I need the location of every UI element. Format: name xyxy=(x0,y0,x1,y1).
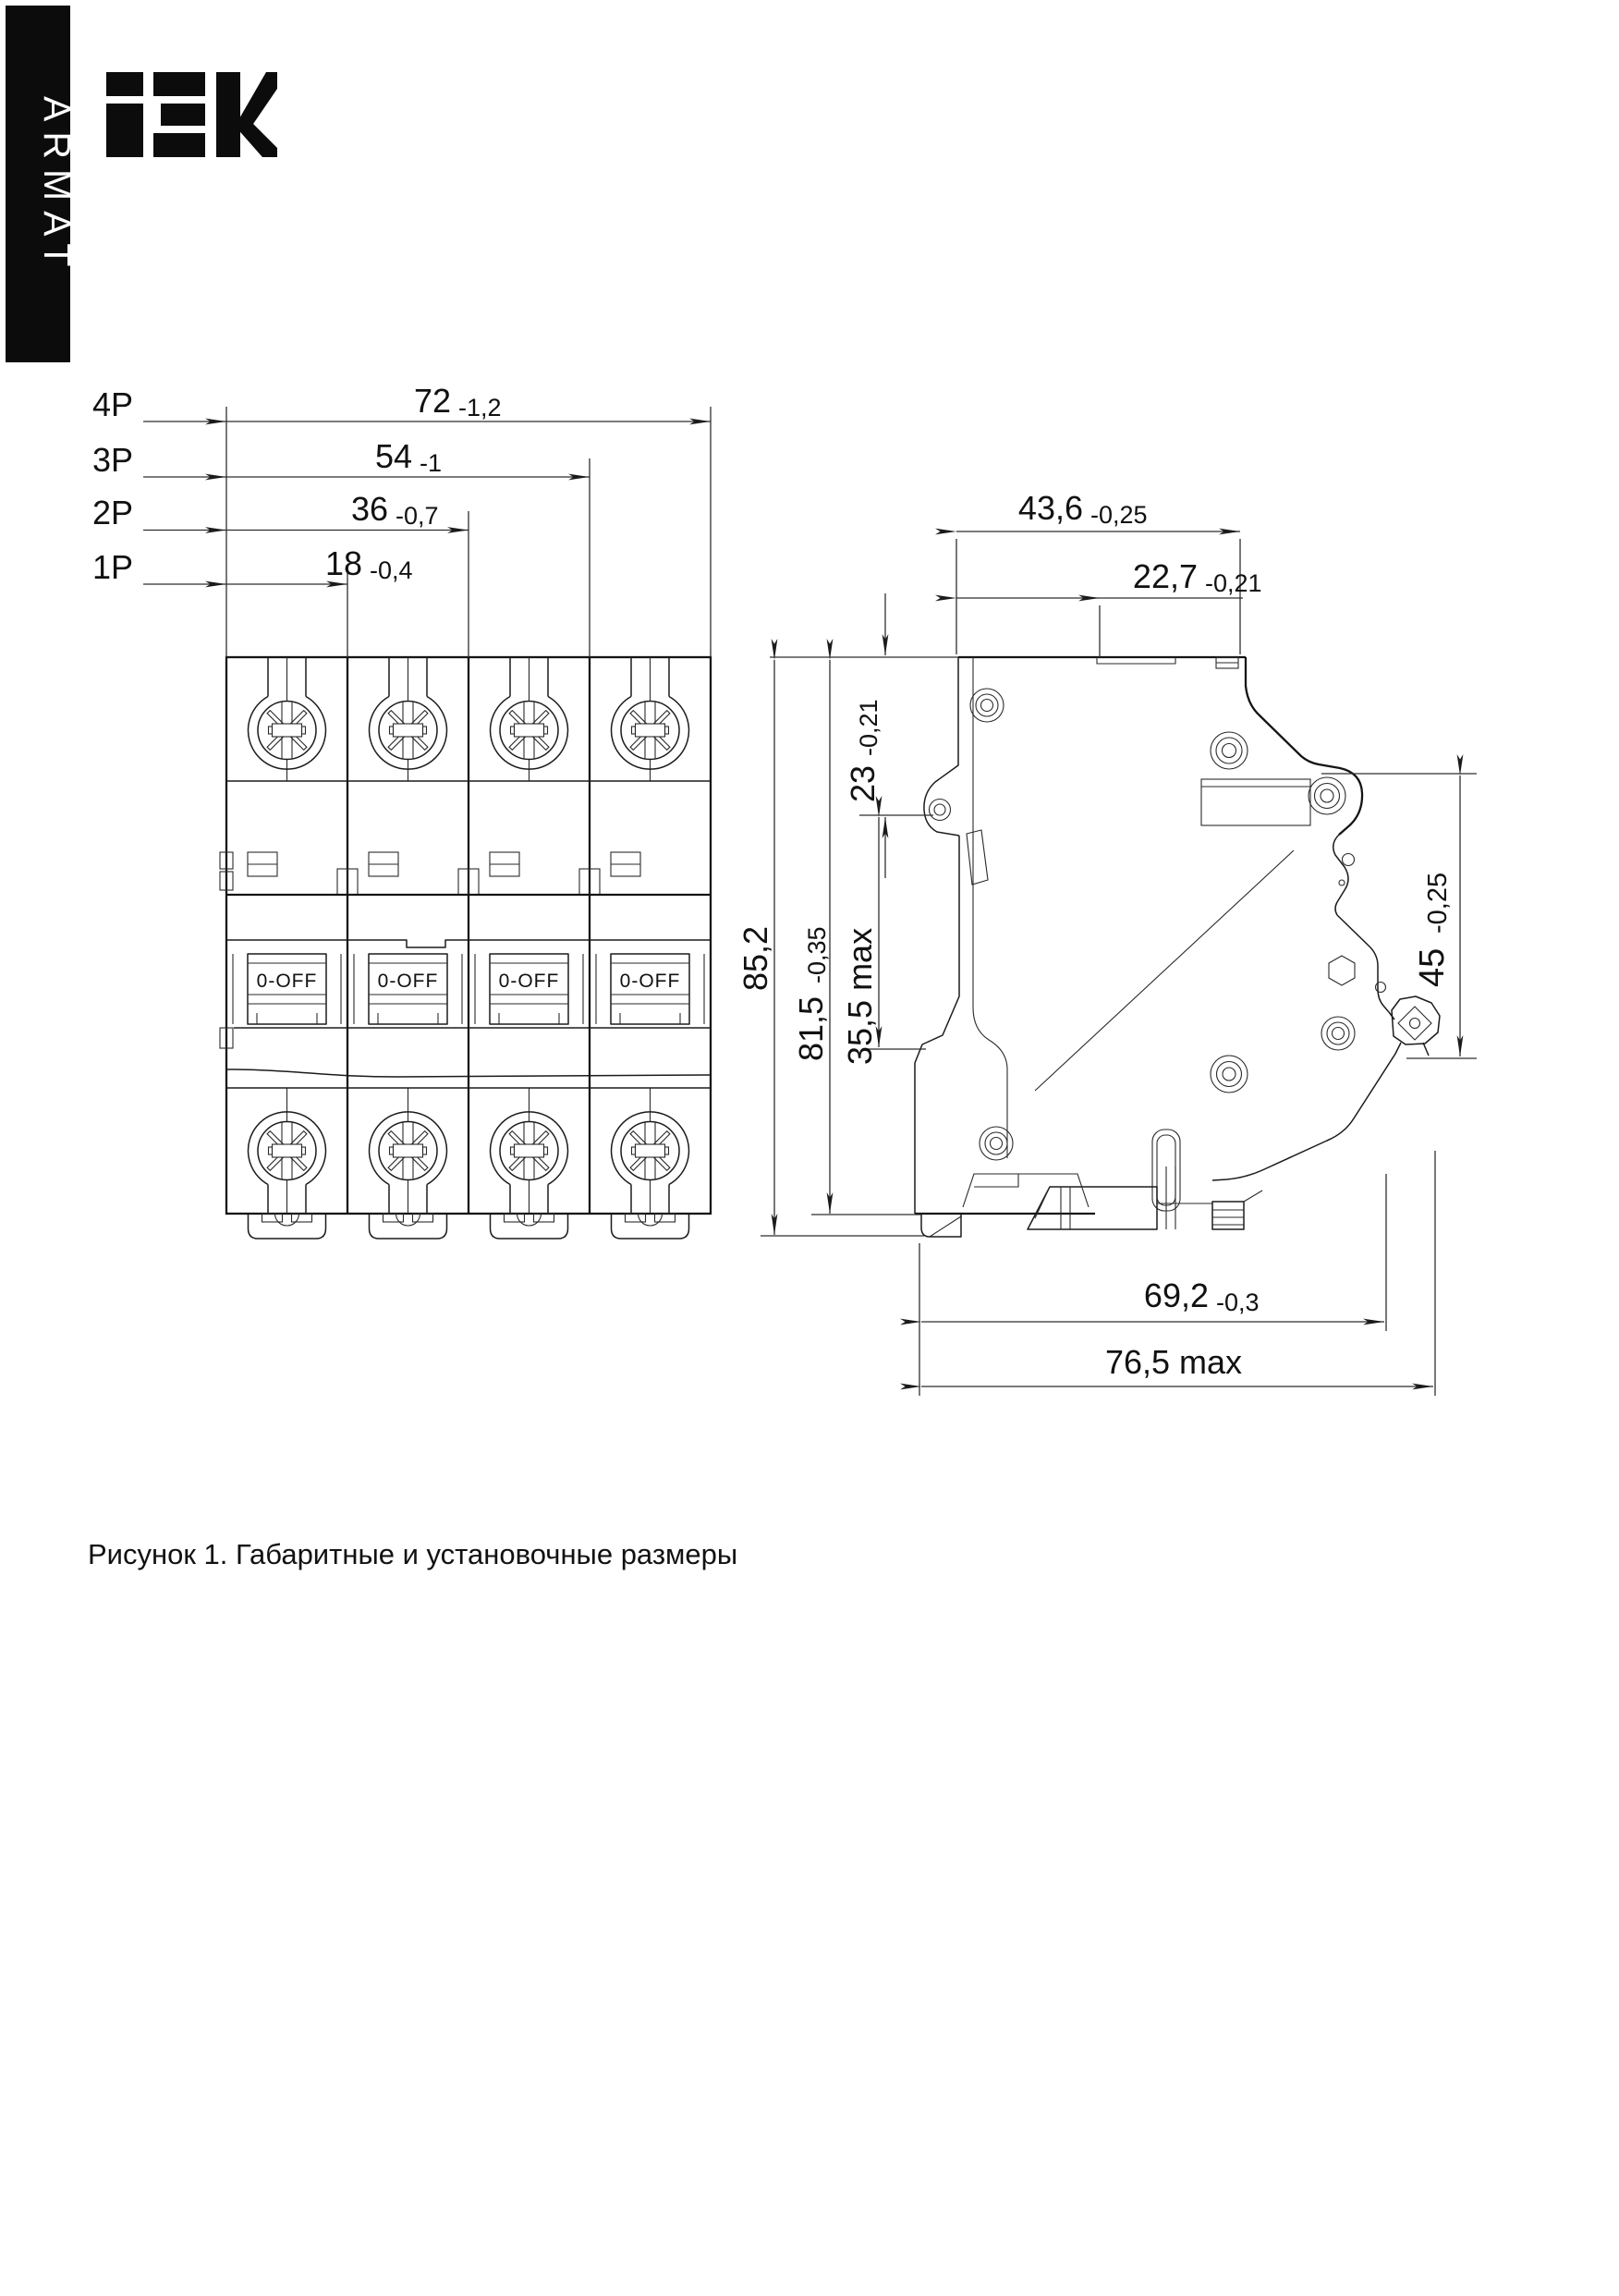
dim-72-tolerance: -1,2 xyxy=(458,394,502,421)
pole-label-3p: 3P xyxy=(92,441,134,479)
dim-85-2-value: 85,2 xyxy=(736,925,774,991)
dim-76-5-value: 76,5 max xyxy=(1104,1343,1243,1381)
handle-state-label: 0-OFF xyxy=(256,971,318,992)
figure-caption: Рисунок 1. Габаритные и установочные размеры xyxy=(88,1538,738,1570)
side-view xyxy=(915,657,1440,1237)
dim-45-tolerance: -0,25 xyxy=(1423,872,1453,934)
dim-72-value: 72 xyxy=(413,382,451,420)
dim-43-6-tolerance: -0,25 xyxy=(1090,501,1148,529)
dim-22-7-tolerance: -0,21 xyxy=(1205,569,1262,597)
dim-35-5-value: 35,5 max xyxy=(841,927,879,1065)
dim-54-value: 54 xyxy=(374,437,412,475)
dim-69-2-value: 69,2 xyxy=(1143,1276,1209,1314)
dim-23-value: 23 xyxy=(844,764,882,802)
iek-logo xyxy=(106,72,277,157)
handle-state-label: 0-OFF xyxy=(498,971,560,992)
dim-23-tolerance: -0,21 xyxy=(855,699,883,756)
front-view xyxy=(220,657,711,1239)
handle-state-label: 0-OFF xyxy=(619,971,681,992)
dim-81-5-value: 81,5 xyxy=(792,995,830,1061)
dim-22-7-value: 22,7 xyxy=(1132,557,1198,595)
dim-45-value: 45 xyxy=(1413,947,1452,987)
brand-bar xyxy=(6,6,79,362)
pole-label-1p: 1P xyxy=(92,548,134,586)
handle-state-label: 0-OFF xyxy=(377,971,439,992)
dim-43-6-value: 43,6 xyxy=(1017,489,1083,527)
series-label: ARMAT xyxy=(36,96,79,277)
dim-18-tolerance: -0,4 xyxy=(370,556,413,584)
dim-81-5-tolerance: -0,35 xyxy=(803,926,831,983)
dim-18-value: 18 xyxy=(324,544,362,582)
dim-36-tolerance: -0,7 xyxy=(396,502,439,530)
front-view-dimensions xyxy=(92,382,711,657)
dim-54-tolerance: -1 xyxy=(420,449,443,477)
dim-36-value: 36 xyxy=(350,490,388,528)
dim-69-2-tolerance: -0,3 xyxy=(1216,1288,1260,1316)
pole-label-2p: 2P xyxy=(92,494,134,531)
pole-label-4p: 4P xyxy=(92,385,134,423)
